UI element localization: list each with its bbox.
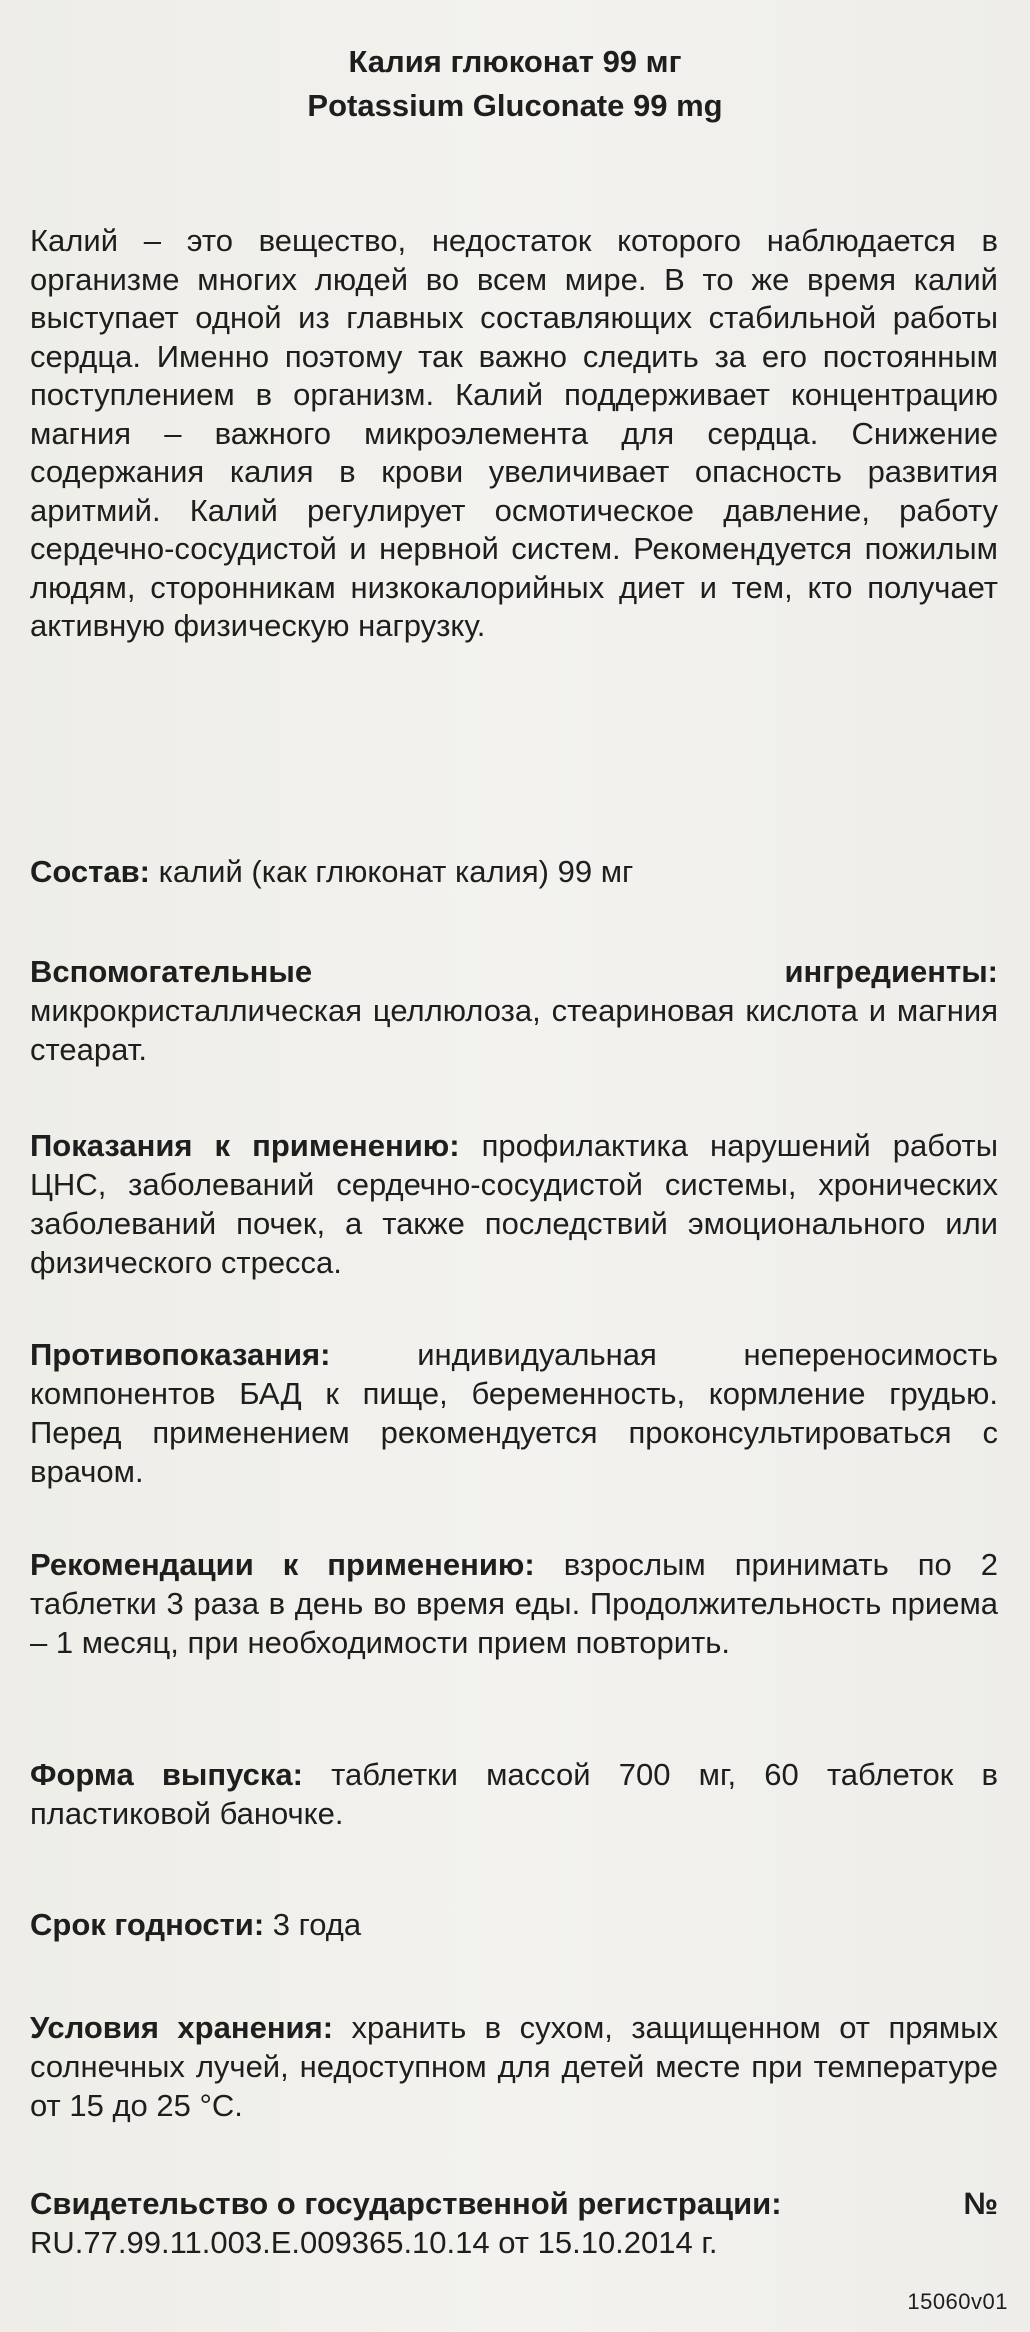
contraindications-text: индивидуальная непереносимость компонентов БАД к пище, беременность, кормление грудью. Перед применением рекомендуется проконсультироваться с врачом.	[30, 1337, 998, 1489]
contraindications-section	[30, 1335, 998, 1491]
auxiliary-label-part2: ингредиенты:	[784, 954, 998, 989]
storage-section	[30, 2008, 998, 2125]
certificate-number: RU.77.99.11.003.Е.009365.10.14 от 15.10.2014 г.	[30, 2225, 718, 2260]
shelf-life-section	[30, 1905, 998, 1944]
recommendations-section	[30, 1545, 998, 1662]
shelf-life-text: 3 года	[264, 1907, 362, 1942]
storage-label: Условия хранения:	[30, 2010, 334, 2045]
certificate-section	[30, 2184, 998, 2262]
indications-label: Показания к применению:	[30, 1128, 460, 1163]
shelf-life-label: Срок годности:	[30, 1907, 265, 1942]
release-form-text: таблетки массой 700 мг, 60 таблеток в пластиковой баночке.	[30, 1757, 999, 1831]
composition-section	[30, 852, 998, 891]
recommendations-label: Рекомендации к применению:	[30, 1547, 535, 1582]
indications-section	[30, 1126, 998, 1282]
release-form-section	[30, 1755, 998, 1833]
composition-text: калий (как глюконат калия) 99 мг	[149, 854, 634, 889]
certificate-label: Свидетельство о государственной регистрации:	[30, 2186, 782, 2221]
contraindications-label: Противопоказания:	[30, 1337, 331, 1372]
product-title	[0, 40, 1030, 128]
certificate-number-sign: №	[963, 2186, 998, 2221]
storage-text: хранить в сухом, защищенном от прямых солнечных лучей, недоступном для детей месте при температуре от 15 до 25 °С.	[30, 2010, 998, 2123]
recommendations-text: взрослым принимать по 2 таблетки 3 раза в день во время еды. Продолжительность приема – 1 месяц, при необходимости прием повторить.	[30, 1547, 998, 1660]
version-code: 15060v01	[907, 2289, 1008, 2314]
intro-paragraph: Калий – это вещество, недостаток которого наблюдается в организме многих людей во всем мире. В то же время калий выступает одной из главных составляющих стабильной работы сердца. Именно поэтому так важно следить за его постоянным поступлением в организм. Калий поддерживает концентрацию магния – важного микроэлемента для сердца. Снижение содержания калия в крови увеличивает опасность развития аритмий. Калий регулирует осмотическое давление, работу сердечно-сосудистой и нервной систем. Рекомендуется пожилым людям, сторонникам низкокалорийных диет и тем, кто получает активную физическую нагрузку.	[30, 223, 998, 643]
release-form-label: Форма выпуска:	[30, 1757, 303, 1792]
auxiliary-label-line	[30, 952, 998, 991]
auxiliary-text: микрокристаллическая целлюлоза, стеариновая кислота и магния стеарат.	[30, 993, 998, 1067]
product-title-ru: Калия глюконат 99 мг	[348, 44, 682, 79]
composition-label: Состав:	[30, 854, 150, 889]
auxiliary-label-part1: Вспомогательные	[30, 954, 313, 989]
product-title-en: Potassium Gluconate 99 mg	[307, 88, 723, 123]
auxiliary-ingredients-section	[30, 952, 998, 1069]
indications-text: профилактика нарушений работы ЦНС, заболеваний сердечно-сосудистой системы, хронических заболеваний почек, а также последствий эмоционального или физического стресса.	[30, 1128, 998, 1280]
certificate-label-line	[30, 2184, 998, 2223]
